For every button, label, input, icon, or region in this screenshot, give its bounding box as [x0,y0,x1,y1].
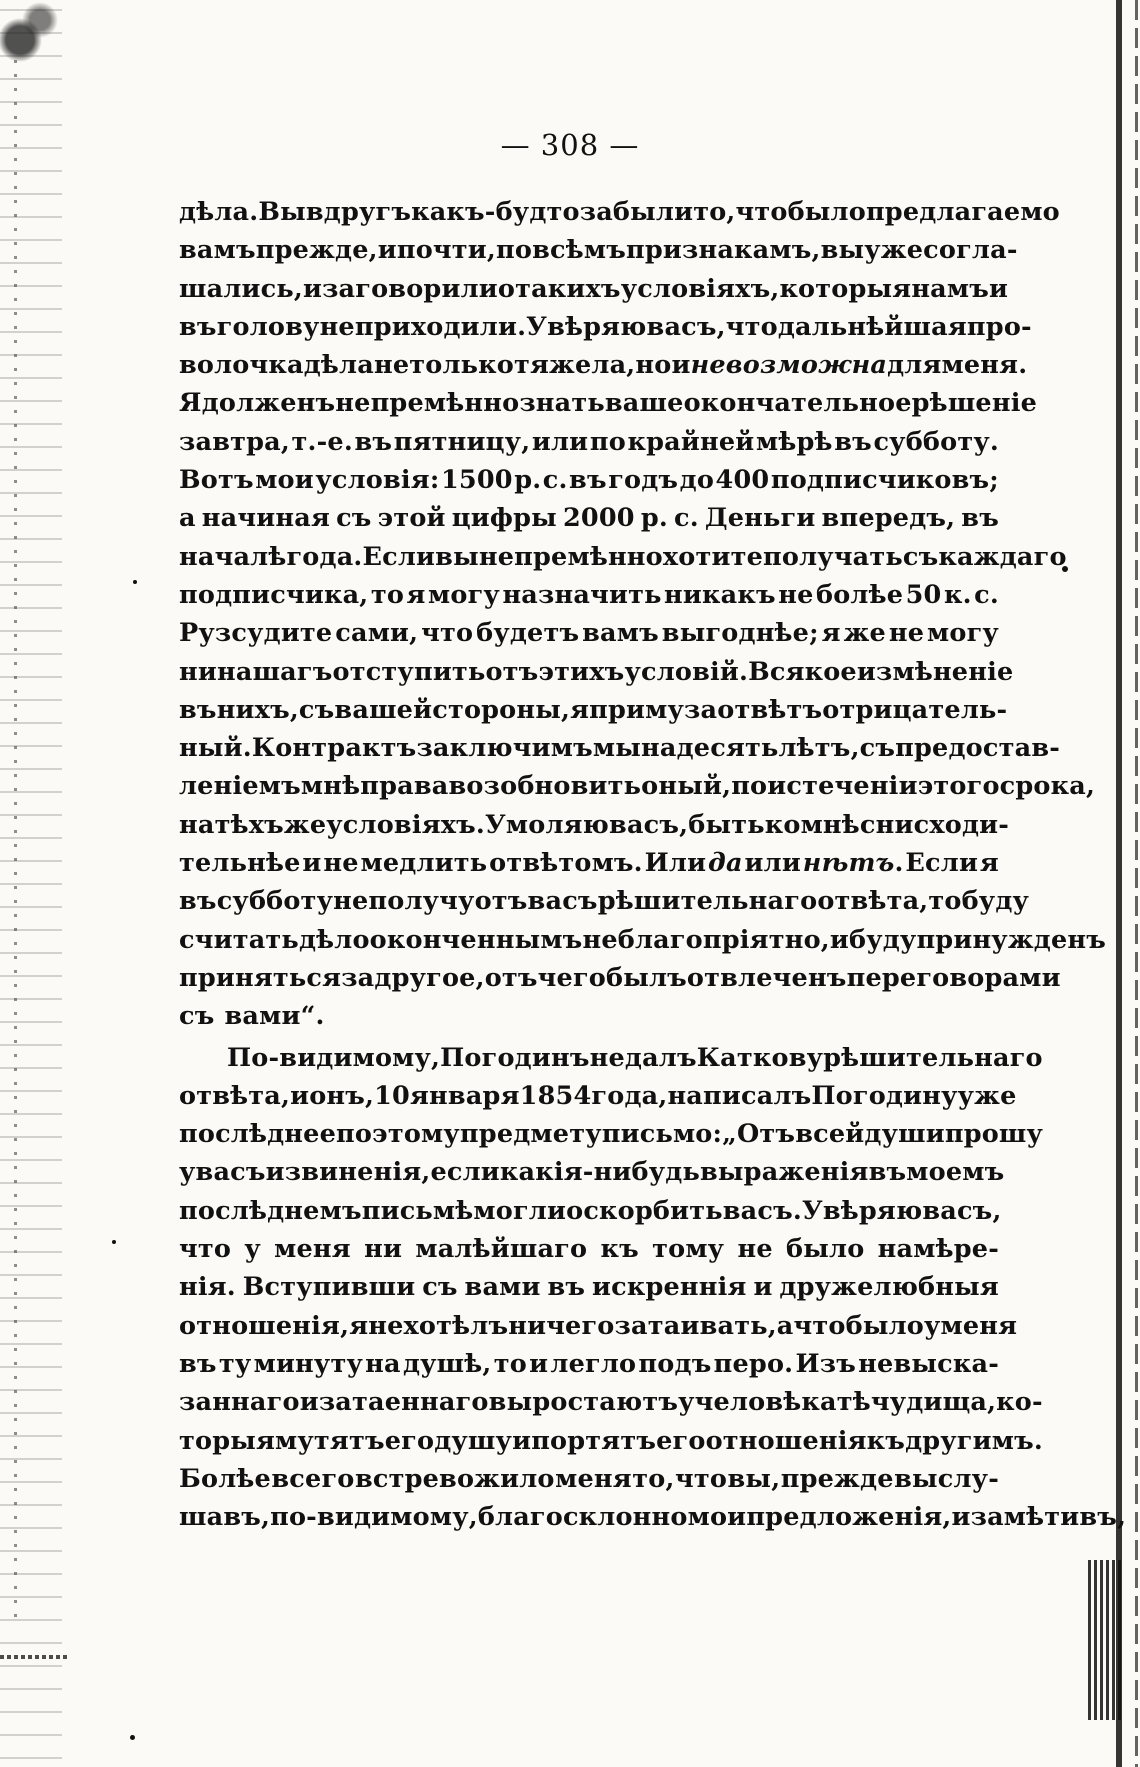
text-line: завтра, т.-е. въ пятницу, или по крайней мѣрѣ въ субботу. [179,426,999,457]
text-line: что у меня ни малѣйшаго къ тому не было намѣре- [179,1234,999,1265]
text-line: Вотъ мои условiя: 1500 р. с. въ годъ до 400 подписчиковъ; [179,465,999,496]
text-line: отношенiя, я не хотѣлъ ничего затаивать, а что было у меня [179,1310,1018,1341]
text-line: съ вами“. [179,1001,325,1032]
text-line: послѣднее по этому предмету письмо: „Отъ всей души прошу [179,1119,1044,1150]
scan-edge-left [0,0,62,1767]
text-line: ный. Контрактъ заключимъ мы на десять лѣтъ, съ предостав- [179,733,1061,764]
text-line: торыя мутятъ его душу и портятъ его отношенiя къ другимъ. [179,1425,1043,1456]
text-line: тельнѣе и не медлить отвѣтомъ. Или да или нѣтъ. Если я [179,848,999,879]
text-line: въ нихъ, съ вашей стороны, я приму за отвѣтъ отрицатель- [179,694,1008,725]
text-line: на тѣхъ же условiяхъ. Умоляю васъ, быть ко мнѣ снисходи- [179,809,1010,840]
text-line: волочка дѣла не только тяжела, но и невозможна для меня. [179,350,1028,381]
paragraph [179,193,1107,1036]
text-line: заннаго и затаеннаго выростаютъ у человѣка тѣ чудища, ко- [179,1387,1043,1418]
paragraph [179,1039,1127,1537]
text-line: дѣла. Вы вдругъ какъ-будто забыли то, что было предлагаемо [179,197,1060,227]
text-line: подписчика, то я могу назначить никакъ не болѣе 50 к. с. [179,579,999,610]
scan-edge-right-block [1088,1560,1122,1720]
text-line: вамъ прежде, и почти, по всѣмъ признакамъ, вы уже согла- [179,235,1018,266]
text-line: Болѣе всего встревожило меня то, что вы, прежде выслу- [179,1463,999,1494]
scan-edge-mark [0,1655,70,1659]
text-line: въ субботу не получу отъ васъ рѣшительнаго отвѣта, то буду [179,886,1030,917]
page-number: — 308 — [500,128,640,162]
text-line: По-видимому, Погодинъ не далъ Каткову рѣшительнаго [227,1042,1043,1073]
text-line: а начиная съ этой цифры 2000 р. с. Деньги впередъ, въ [179,503,999,534]
text-line: въ ту минуту на душѣ, то и легло подъ перо. Изъ невыска- [179,1348,999,1379]
text-line: послѣднемъ письмѣ могли оскорбить васъ. Увѣряю васъ, [179,1195,1002,1226]
text-line: шавъ, по-видимому, благосклонно мои предложенiя, и замѣтивъ, [179,1502,1127,1533]
scan-speck [130,1735,135,1740]
text-line: приняться за другое, отъ чего былъ отвлеченъ переговорами [179,962,1061,993]
text-line: Я долженъ непремѣнно знать ваше окончательное рѣшенiе [179,388,1038,419]
scan-speck [112,1240,116,1244]
text-line: шались, и заговорили о такихъ условiяхъ, которыя намъ и [179,273,1009,304]
text-line: Рузсудите сами, что будетъ вамъ выгоднѣе; я же не могу [179,618,999,649]
text-line: считать дѣло оконченнымъ неблагопрiятно, и буду принужденъ [179,924,1107,955]
text-line: въ голову не приходили. Увѣряю васъ, что дальнѣйшая про- [179,311,1032,342]
body-text [179,193,1127,1536]
text-line: нiя. Вступивши съ вами въ искреннiя и дружелюбныя [179,1272,999,1303]
scan-speck [133,580,137,584]
text-line: отвѣта, и онъ, 10 января 1854 года, написалъ Погодину уже [179,1080,1017,1111]
text-line: началѣ года. Если вы непремѣнно хотите получать съ каждаго [179,541,1067,572]
text-line: ни на шагъ отступить отъ этихъ условiй. Всякое измѣненiе [179,656,1014,687]
text-line: у васъ извиненiя, если какiя-нибудь выраженiя въ моемъ [179,1157,1005,1188]
scan-edge-right-outer [1135,0,1138,1767]
text-line: ленiемъ мнѣ права возобновить оный, по истеченiи этого срока, [179,771,1096,802]
